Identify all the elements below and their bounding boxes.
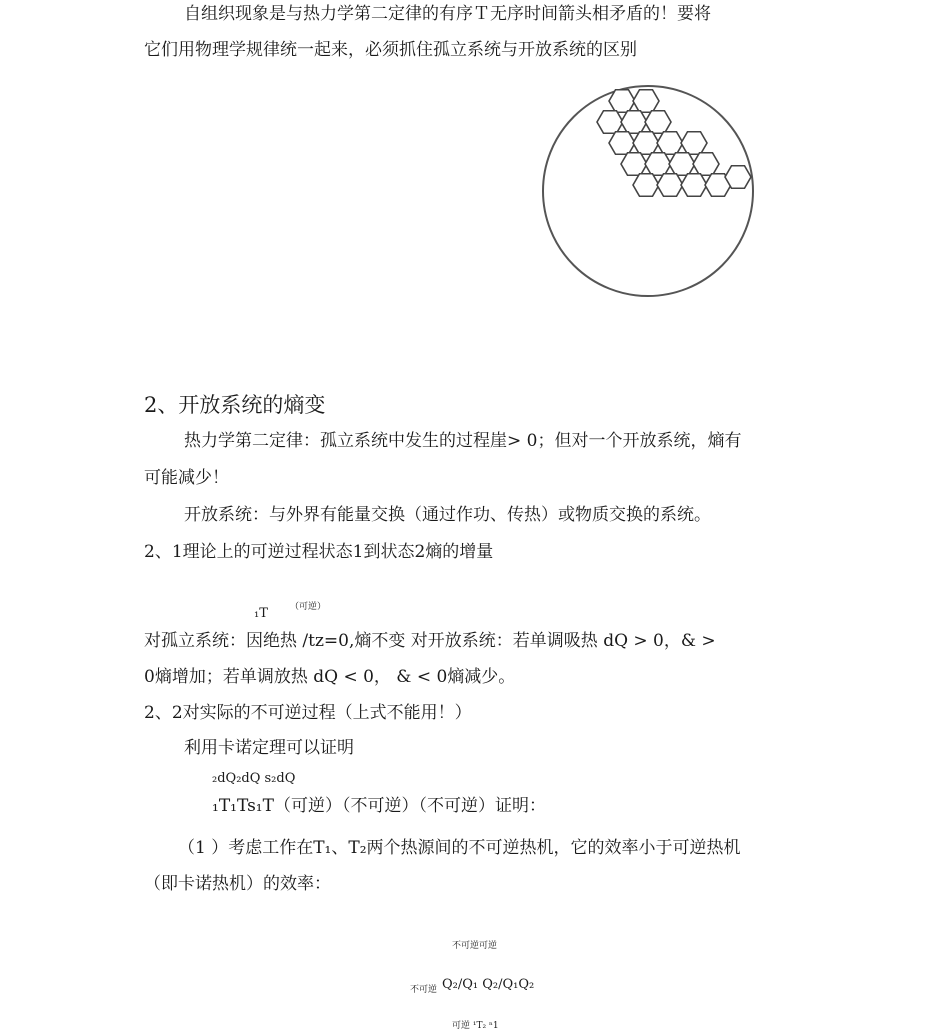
hexagon-cell xyxy=(657,132,683,155)
hexagon-cell xyxy=(645,111,671,134)
equation-label-top: 不可逆可逆 xyxy=(452,941,498,951)
hexagon-cell xyxy=(645,153,671,176)
hexagon-cell xyxy=(657,174,683,197)
paragraph-4: 利用卡诺定理可以证明 xyxy=(184,738,354,758)
hexagon-cell xyxy=(621,153,647,176)
hexagon-cell xyxy=(609,132,635,155)
hexagon-cell xyxy=(633,90,659,113)
intro-line-1: 自组织现象是与热力学第二定律的有序Ｔ无序时间箭头相矛盾的！要将 xyxy=(184,4,711,24)
equation-main: Q₂/Q₁ Q₂/Q₁Q₂ xyxy=(442,977,535,992)
hexagon-cell xyxy=(681,174,707,197)
section-heading: 2、开放系统的熵变 xyxy=(144,393,326,417)
hexagon-cell xyxy=(669,153,695,176)
hexagon-cell xyxy=(633,174,659,197)
subsection-heading-2: 2、2对实际的不可逆过程（上式不能用！） xyxy=(144,703,472,723)
formula-line-1: ₂dQ₂dQ s₂dQ xyxy=(212,771,296,786)
formula-line-2: ₁T₁Ts₁T（可逆）（不可逆）（不可逆）证明： xyxy=(212,796,546,816)
intro-line-2: 它们用物理学规律统一起来，必须抓住孤立系统与开放系统的区别 xyxy=(144,40,637,60)
hexagon-cell xyxy=(681,132,707,155)
hexagon-cell xyxy=(633,132,659,155)
equation-label-bottom: 可逆 ¹T₂ ⁿ1 xyxy=(452,1021,499,1031)
paragraph-1-line-2: 可能减少！ xyxy=(144,468,229,488)
hexagon-cell xyxy=(609,90,635,113)
formula-fragment-reversible: （可逆） xyxy=(290,602,327,612)
paragraph-5-line-1: （1 ）考虑工作在T₁、T₂两个热源间的不可逆热机，它的效率小于可逆热机 xyxy=(178,838,741,858)
paragraph-5-line-2: （即卡诺热机）的效率： xyxy=(144,874,331,894)
hexagon-cell xyxy=(725,166,751,189)
hexagon-cell xyxy=(693,153,719,176)
subsection-heading-1: 2、1理论上的可逆过程状态1到状态2熵的增量 xyxy=(144,542,494,562)
formula-fragment-1t: ₁T xyxy=(254,606,268,621)
paragraph-3-line-1: 对孤立系统：因绝热 /tz=0,熵不变 对开放系统：若单调吸热 dQ > 0，& > xyxy=(144,631,716,651)
paragraph-2: 开放系统：与外界有能量交换（通过作功、传热）或物质交换的系统。 xyxy=(184,505,711,525)
hexagon-cell xyxy=(597,111,623,134)
hexagon-cluster-figure xyxy=(538,80,758,302)
paragraph-3-line-2: 0熵增加；若单调放热 dQ < 0， & < 0熵减少。 xyxy=(144,667,516,687)
hexagon-cell xyxy=(621,111,647,134)
equation-label-left: 不可逆 xyxy=(410,985,438,995)
paragraph-1-line-1: 热力学第二定律：孤立系统中发生的过程崖> 0；但对一个开放系统，熵有 xyxy=(184,431,742,451)
